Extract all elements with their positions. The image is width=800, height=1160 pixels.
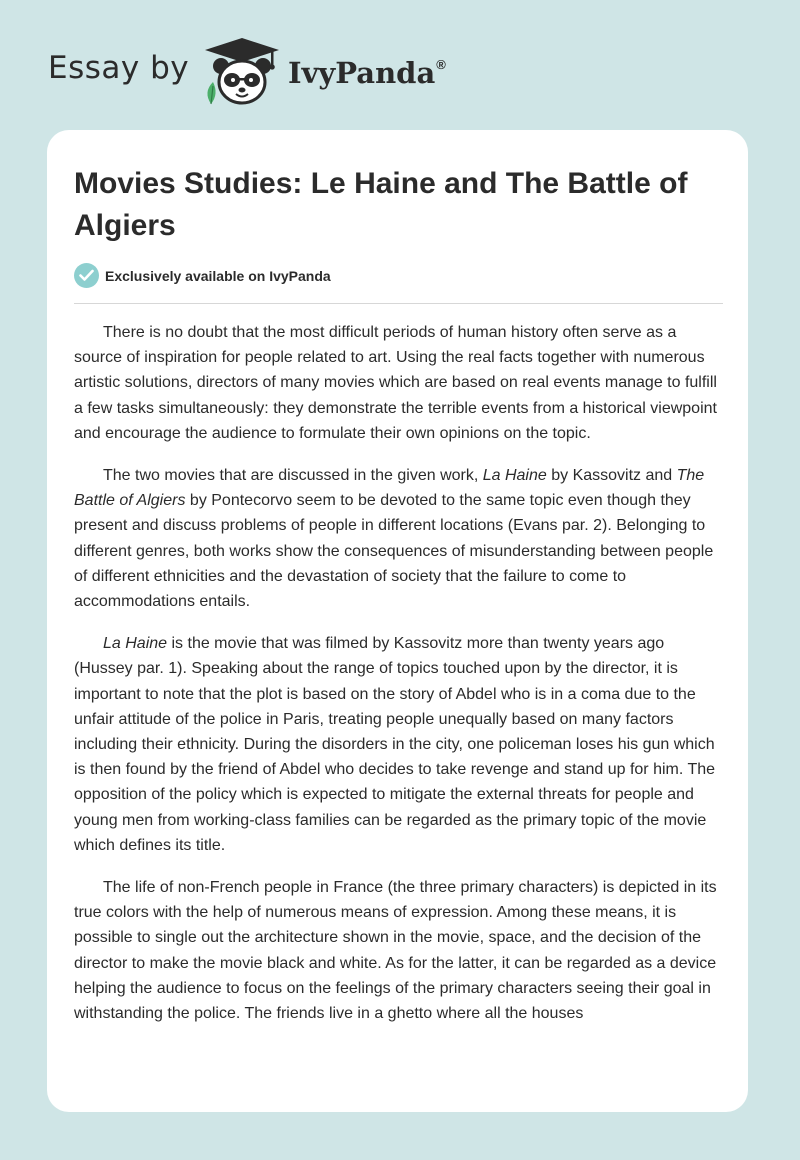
availability-badge — [74, 263, 474, 289]
paragraph-text: There is no doubt that the most difficult periods of human history often serve as a source of inspiration for people related to art. Using the real facts together with numerous artistic solutions, directors of many movies which are based on real events manage to fulfill a few tasks simultaneously: they demonstrate the terrible events from a historical viewpoint and encourage the audience to formulate their own opinions on the topic. — [74, 324, 717, 442]
brand-name[interactable] — [288, 56, 446, 90]
badge-label: Exclusively available on IvyPanda — [105, 268, 331, 284]
paragraph-text: by Kassovitz and — [546, 467, 677, 485]
check-icon — [74, 263, 99, 288]
essay-paragraph — [74, 875, 724, 1026]
brand-text: IvyPanda — [288, 56, 436, 90]
site-header — [48, 36, 748, 106]
paragraph-text: The life of non-French people in France (the three primary characters) is depicted in its true colors with the help of numerous means of expression. Among these means, it is possible to single out the architecture shown in the movie, space, and the decision of the director to make the movie black and white. As for the latter, it can be regarded as a device helping the audience to focus on the feelings of the primary characters seeing their goal in withstanding the police. The friends live in a ghetto where all the houses — [74, 879, 717, 1023]
paragraph-text: The two movies that are discussed in the given work, — [103, 467, 483, 485]
essay-paragraph — [74, 320, 724, 446]
registered-mark: ® — [436, 57, 446, 72]
essay-body — [74, 320, 724, 1043]
paragraph-text: is the movie that was filmed by Kassovitz more than twenty years ago (Hussey par. 1). Speaking about the range of topics touched upon by the director, it is important to note that the plot is based on the story of Abdel who is in a coma due to the unfair attitude of the police in Paris, treating people unequally based on many factors including their ethnicity. During the disorders in the city, one policeman loses his gun which is then found by the friend of Abdel who decides to take revenge and stand up for him. The opposition of the policy which is expected to mitigate the external threats for people and young men from working-class families can be regarded as the primary topic of the movie which defines its title. — [74, 635, 716, 854]
italic-title: La Haine — [103, 635, 168, 653]
essay-by-label: Essay by — [48, 50, 190, 86]
divider — [74, 303, 723, 304]
page-title: Movies Studies: Le Haine and The Battle of Algiers — [74, 167, 688, 242]
paragraph-text: by Pontecorvo seem to be devoted to the same topic even though they present and discuss problems of people in different locations (Evans par. 2). Belonging to different genres, both works show the consequences of misunderstanding between people of different ethnicities and the devastation of society that the failure to come to accommodations entails. — [74, 492, 714, 611]
italic-title: La Haine — [482, 467, 547, 485]
essay-paragraph — [74, 631, 724, 858]
panda-logo-icon[interactable] — [201, 36, 283, 108]
italic-title: The Battle of Algiers — [74, 467, 705, 510]
essay-card — [47, 130, 748, 1112]
essay-paragraph — [74, 463, 724, 614]
